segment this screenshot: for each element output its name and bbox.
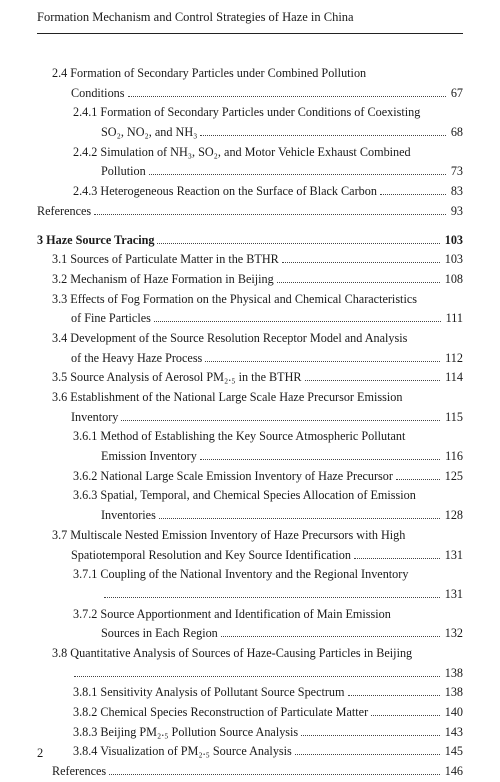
toc-page-number: 132 bbox=[444, 626, 463, 641]
toc-page-number: 83 bbox=[450, 184, 463, 199]
toc-entry-s381[interactable] bbox=[37, 683, 463, 703]
toc-entry-title-continued: Conditions bbox=[71, 85, 125, 100]
toc-page-number: 108 bbox=[444, 271, 463, 286]
dot-leader bbox=[200, 447, 440, 460]
toc-entry-title: References bbox=[37, 203, 92, 218]
toc-page-number: 112 bbox=[445, 350, 463, 365]
header-rule bbox=[37, 33, 463, 34]
toc-entry-title: 3.8.1 Sensitivity Analysis of Pollutant Source Spectrum bbox=[73, 685, 345, 700]
dot-leader bbox=[371, 703, 440, 716]
toc-entry-s24[interactable] bbox=[37, 64, 463, 103]
toc-entry-title-continued: Emission Inventory bbox=[101, 449, 197, 464]
toc-page-number: 145 bbox=[444, 744, 463, 759]
dot-leader bbox=[380, 182, 446, 195]
toc-entry-title: 3.5 Source Analysis of Aerosol PM₂.₅ in the BTHR bbox=[52, 370, 302, 385]
dot-leader bbox=[205, 349, 440, 362]
toc-entry-title: References bbox=[52, 764, 107, 779]
toc-entry-title-continued: Inventories bbox=[101, 508, 156, 523]
toc-entry-s361[interactable] bbox=[37, 427, 463, 466]
toc-page-number: 103 bbox=[444, 252, 463, 267]
toc-entry-s241[interactable] bbox=[37, 103, 463, 142]
dot-leader bbox=[159, 506, 440, 519]
toc-entry-s31[interactable] bbox=[37, 250, 463, 270]
toc-entry-title: 3 Haze Source Tracing bbox=[37, 232, 155, 247]
toc-entry-title-continued: Sources in Each Region bbox=[101, 626, 218, 641]
toc-entry-refs2[interactable] bbox=[37, 202, 463, 222]
toc-page-number: 138 bbox=[444, 665, 463, 680]
dot-leader bbox=[149, 162, 446, 175]
toc-page-number: 125 bbox=[444, 468, 463, 483]
dot-leader bbox=[305, 368, 441, 381]
toc-entry-s384[interactable] bbox=[37, 742, 463, 762]
toc-page-number: 116 bbox=[445, 449, 463, 464]
toc-entry-title: 2.4.2 Simulation of NH₃, SO₂, and Motor Vehicle Exhaust Combined bbox=[73, 144, 411, 159]
toc-page-number: 131 bbox=[444, 547, 463, 562]
toc-entry-s35[interactable] bbox=[37, 368, 463, 388]
dot-leader bbox=[109, 762, 440, 775]
toc-entry-title-continued: of Fine Particles bbox=[71, 311, 151, 326]
dot-leader bbox=[128, 84, 446, 97]
toc-entry-s34[interactable] bbox=[37, 329, 463, 368]
toc-entry-s382[interactable] bbox=[37, 703, 463, 723]
toc-entry-s372[interactable] bbox=[37, 605, 463, 644]
toc-page-number: 114 bbox=[445, 370, 463, 385]
toc-entry-s32[interactable] bbox=[37, 270, 463, 290]
toc-page-number: 138 bbox=[444, 685, 463, 700]
toc-page-number: 93 bbox=[450, 203, 463, 218]
toc-entry-title: 3.2 Mechanism of Haze Formation in Beijing bbox=[52, 271, 274, 286]
dot-leader bbox=[221, 624, 440, 637]
toc-page-number: 140 bbox=[444, 705, 463, 719]
dot-leader bbox=[157, 231, 439, 244]
toc-page-number: 115 bbox=[445, 409, 463, 424]
dot-leader bbox=[154, 309, 441, 322]
toc-entry-s362[interactable] bbox=[37, 467, 463, 487]
toc-entry-s36[interactable] bbox=[37, 388, 463, 427]
toc-entry-title: 3.6.1 Method of Establishing the Key Source Atmospheric Pollutant bbox=[73, 429, 406, 444]
toc-entry-title: 3.7.1 Coupling of the National Inventory and the Regional Inventory bbox=[73, 567, 409, 582]
dot-leader bbox=[282, 250, 440, 263]
toc-page-number: 128 bbox=[444, 508, 463, 523]
toc-page-number: 146 bbox=[444, 764, 463, 779]
dot-leader bbox=[104, 585, 440, 598]
toc-page-number: 143 bbox=[444, 724, 463, 739]
toc-entry-refs3[interactable] bbox=[37, 762, 463, 782]
table-of-contents bbox=[37, 64, 463, 782]
running-header: Formation Mechanism and Control Strategies of Haze in China bbox=[37, 10, 354, 24]
toc-entry-title: 3.8.3 Beijing PM₂.₅ Pollution Source Analysis bbox=[73, 724, 299, 739]
dot-leader bbox=[301, 723, 440, 736]
dot-leader bbox=[348, 683, 440, 696]
toc-entry-title-continued: Pollution bbox=[101, 164, 146, 179]
toc-entry-s243[interactable] bbox=[37, 182, 463, 202]
toc-entry-title-continued: Inventory bbox=[71, 409, 119, 424]
toc-entry-title: 3.6 Establishment of the National Large Scale Haze Precursor Emission bbox=[52, 390, 403, 404]
toc-entry-s363[interactable] bbox=[37, 486, 463, 525]
toc-entry-title: 3.8.2 Chemical Species Reconstruction of Particulate Matter bbox=[73, 705, 369, 719]
toc-entry-title: 3.6.3 Spatial, Temporal, and Chemical Species Allocation of Emission bbox=[73, 488, 416, 503]
toc-page-number: 131 bbox=[444, 586, 463, 601]
toc-page-number: 103 bbox=[444, 232, 463, 247]
toc-page-number: 73 bbox=[450, 164, 463, 179]
dot-leader bbox=[200, 123, 445, 136]
toc-page-number: 68 bbox=[450, 125, 463, 140]
toc-page-number: 67 bbox=[450, 85, 463, 100]
toc-entry-title: 3.7 Multiscale Nested Emission Inventory of Haze Precursors with High bbox=[52, 527, 406, 542]
toc-entry-title-continued: SO₂, NO₂, and NH₃ bbox=[101, 125, 198, 140]
toc-entry-title: 2.4.3 Heterogeneous Reaction on the Surface of Black Carbon bbox=[73, 184, 377, 199]
toc-entry-title: 3.1 Sources of Particulate Matter in the BTHR bbox=[52, 252, 279, 267]
page-number: 2 bbox=[37, 746, 44, 760]
dot-leader bbox=[354, 546, 440, 559]
toc-entry-title: 3.7.2 Source Apportionment and Identification of Main Emission bbox=[73, 606, 391, 621]
toc-entry-s242[interactable] bbox=[37, 143, 463, 182]
toc-entry-ch3[interactable] bbox=[37, 231, 463, 251]
toc-entry-s37[interactable] bbox=[37, 526, 463, 565]
toc-entry-s383[interactable] bbox=[37, 723, 463, 743]
toc-entry-s33[interactable] bbox=[37, 290, 463, 329]
dot-leader bbox=[396, 467, 440, 480]
toc-entry-title: 2.4.1 Formation of Secondary Particles under Conditions of Coexisting bbox=[73, 105, 421, 120]
toc-entry-s371[interactable] bbox=[37, 565, 463, 604]
toc-entry-title-continued: Spatiotemporal Resolution and Key Source Identification bbox=[71, 547, 351, 562]
toc-entry-title-continued: of the Heavy Haze Process bbox=[71, 350, 203, 365]
toc-entry-title: 3.3 Effects of Fog Formation on the Physical and Chemical Characteristics bbox=[52, 291, 417, 306]
toc-entry-title: 3.4 Development of the Source Resolution Receptor Model and Analysis bbox=[52, 330, 408, 345]
dot-leader bbox=[121, 408, 440, 421]
toc-page-number: 111 bbox=[445, 311, 463, 326]
chapter-gap bbox=[37, 222, 463, 231]
toc-entry-title: 3.6.2 National Large Scale Emission Inventory of Haze Precursor bbox=[73, 468, 393, 483]
dot-leader bbox=[94, 202, 446, 215]
dot-leader bbox=[74, 664, 440, 677]
toc-entry-title: 3.8 Quantitative Analysis of Sources of Haze-Causing Particles in Beijing bbox=[52, 645, 413, 660]
toc-entry-title: 3.8.4 Visualization of PM₂.₅ Source Analysis bbox=[73, 744, 292, 759]
dot-leader bbox=[295, 742, 440, 755]
toc-entry-s38[interactable] bbox=[37, 644, 463, 683]
dot-leader bbox=[277, 270, 440, 283]
toc-entry-title: 2.4 Formation of Secondary Particles under Combined Pollution bbox=[52, 66, 367, 80]
